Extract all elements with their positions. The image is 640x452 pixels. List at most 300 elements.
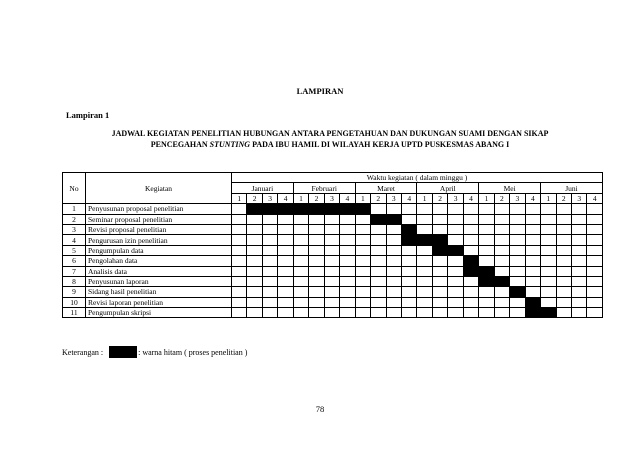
- row-number: 2: [63, 214, 86, 224]
- week-header: 1: [232, 193, 247, 203]
- week-cell-active: [479, 276, 494, 286]
- week-cell: [510, 245, 525, 255]
- week-cell: [324, 245, 339, 255]
- week-cell: [448, 308, 463, 318]
- week-cell: [262, 224, 277, 234]
- week-cell: [293, 214, 308, 224]
- week-cell: [278, 276, 293, 286]
- week-cell: [479, 204, 494, 214]
- schedule-heading: [60, 128, 600, 150]
- week-cell: [340, 297, 355, 307]
- week-cell: [556, 224, 571, 234]
- week-cell: [432, 276, 447, 286]
- week-cell: [293, 224, 308, 234]
- week-cell: [401, 214, 416, 224]
- week-cell: [587, 308, 603, 318]
- week-cell: [556, 266, 571, 276]
- week-cell: [386, 256, 401, 266]
- week-cell-active: [525, 297, 540, 307]
- week-cell: [587, 204, 603, 214]
- week-cell: [401, 276, 416, 286]
- header-row-time: [63, 173, 603, 183]
- week-cell: [463, 235, 478, 245]
- week-cell: [324, 266, 339, 276]
- week-cell: [386, 204, 401, 214]
- week-header: 1: [293, 193, 308, 203]
- week-cell: [386, 276, 401, 286]
- week-cell: [541, 224, 556, 234]
- week-cell: [556, 287, 571, 297]
- legend-swatch: [109, 346, 137, 358]
- row-activity: Pengolahan data: [86, 256, 232, 266]
- week-cell: [432, 308, 447, 318]
- week-cell: [401, 308, 416, 318]
- week-cell: [386, 224, 401, 234]
- week-cell: [463, 204, 478, 214]
- week-cell-active: [371, 214, 386, 224]
- week-cell: [262, 266, 277, 276]
- week-header: 1: [355, 193, 370, 203]
- week-cell: [525, 245, 540, 255]
- week-header: 4: [525, 193, 540, 203]
- week-cell: [278, 287, 293, 297]
- row-number: 10: [63, 297, 86, 307]
- week-header: 2: [309, 193, 324, 203]
- week-cell: [525, 235, 540, 245]
- week-cell: [587, 214, 603, 224]
- week-header: 2: [494, 193, 509, 203]
- week-cell: [587, 235, 603, 245]
- week-cell: [278, 308, 293, 318]
- table-row: [63, 266, 603, 276]
- week-cell: [278, 214, 293, 224]
- row-activity: Pengurusan izin penelitian: [86, 235, 232, 245]
- week-cell: [232, 245, 247, 255]
- week-cell: [510, 214, 525, 224]
- week-cell: [401, 297, 416, 307]
- week-cell: [232, 287, 247, 297]
- week-header: 2: [371, 193, 386, 203]
- month-header: Maret: [355, 183, 417, 193]
- table-row: [63, 276, 603, 286]
- week-cell-active: [448, 245, 463, 255]
- week-cell-active: [340, 204, 355, 214]
- week-cell: [432, 287, 447, 297]
- week-cell: [494, 245, 509, 255]
- header-activity: Kegiatan: [86, 173, 232, 204]
- week-cell: [556, 308, 571, 318]
- row-activity: Sidang hasil penelitian: [86, 287, 232, 297]
- week-cell-active: [479, 266, 494, 276]
- week-cell-active: [432, 245, 447, 255]
- week-cell: [232, 297, 247, 307]
- week-header: 4: [340, 193, 355, 203]
- month-header: Januari: [232, 183, 294, 193]
- week-header: 3: [510, 193, 525, 203]
- week-cell: [525, 276, 540, 286]
- week-cell: [541, 287, 556, 297]
- week-cell: [278, 266, 293, 276]
- row-number: 6: [63, 256, 86, 266]
- week-cell: [262, 214, 277, 224]
- week-cell: [479, 256, 494, 266]
- week-cell: [510, 297, 525, 307]
- week-cell: [386, 245, 401, 255]
- week-cell: [417, 266, 432, 276]
- week-header: 3: [448, 193, 463, 203]
- appendix-label: Lampiran 1: [66, 110, 110, 120]
- week-cell: [432, 214, 447, 224]
- week-cell: [587, 287, 603, 297]
- week-cell-active: [541, 308, 556, 318]
- month-header: April: [417, 183, 479, 193]
- week-cell: [541, 245, 556, 255]
- week-cell-active: [247, 204, 262, 214]
- week-cell: [355, 266, 370, 276]
- week-cell: [494, 235, 509, 245]
- week-cell: [479, 308, 494, 318]
- row-activity: Pengumpulan data: [86, 245, 232, 255]
- week-cell: [571, 245, 586, 255]
- week-cell: [571, 256, 586, 266]
- week-cell: [417, 287, 432, 297]
- week-cell: [262, 256, 277, 266]
- week-cell: [541, 204, 556, 214]
- week-cell: [525, 256, 540, 266]
- week-cell: [247, 287, 262, 297]
- week-cell-active: [278, 204, 293, 214]
- row-number: 4: [63, 235, 86, 245]
- heading-line-1: JADWAL KEGIATAN PENELITIAN HUBUNGAN ANTARA PENGETAHUAN DAN DUKUNGAN SUAMI DENGAN SIKAP: [111, 129, 549, 138]
- week-cell: [309, 224, 324, 234]
- week-cell: [371, 204, 386, 214]
- week-cell: [541, 266, 556, 276]
- week-cell-active: [525, 308, 540, 318]
- week-cell: [262, 235, 277, 245]
- week-cell: [448, 235, 463, 245]
- row-number: 1: [63, 204, 86, 214]
- row-activity: Penyusunan laporan: [86, 276, 232, 286]
- week-cell: [463, 224, 478, 234]
- week-cell: [479, 245, 494, 255]
- week-cell: [371, 287, 386, 297]
- table-row: [63, 214, 603, 224]
- heading-line-2-italic: STUNTING: [209, 140, 251, 149]
- week-cell: [355, 214, 370, 224]
- row-number: 8: [63, 276, 86, 286]
- week-cell: [262, 308, 277, 318]
- week-header: 3: [324, 193, 339, 203]
- week-header: 3: [386, 193, 401, 203]
- table-row: [63, 287, 603, 297]
- heading-line-2-suffix: PADA IBU HAMIL DI WILAYAH KERJA UPTD PUSKESMAS ABANG I: [250, 140, 510, 149]
- week-header: 4: [278, 193, 293, 203]
- week-cell: [293, 235, 308, 245]
- week-cell: [340, 224, 355, 234]
- week-cell: [355, 308, 370, 318]
- week-cell: [309, 297, 324, 307]
- week-cell: [556, 276, 571, 286]
- row-activity: Revisi proposal penelitian: [86, 224, 232, 234]
- week-cell: [293, 287, 308, 297]
- week-cell: [448, 297, 463, 307]
- week-cell: [247, 224, 262, 234]
- heading-line-2-prefix: PENCEGAHAN: [150, 140, 210, 149]
- week-cell: [355, 287, 370, 297]
- page-title: LAMPIRAN: [296, 86, 344, 96]
- week-cell: [278, 256, 293, 266]
- week-cell: [324, 214, 339, 224]
- week-cell: [571, 276, 586, 286]
- week-cell-active: [510, 287, 525, 297]
- week-cell: [371, 308, 386, 318]
- week-cell: [293, 266, 308, 276]
- week-cell: [463, 287, 478, 297]
- week-cell: [510, 266, 525, 276]
- week-header: 3: [262, 193, 277, 203]
- week-cell: [309, 266, 324, 276]
- week-cell: [556, 235, 571, 245]
- week-cell: [309, 214, 324, 224]
- week-cell: [448, 276, 463, 286]
- week-cell: [448, 204, 463, 214]
- week-cell: [278, 245, 293, 255]
- week-cell: [587, 297, 603, 307]
- week-cell: [479, 224, 494, 234]
- week-cell: [448, 214, 463, 224]
- month-header: Juni: [541, 183, 603, 193]
- week-cell: [417, 276, 432, 286]
- week-cell: [232, 224, 247, 234]
- week-cell: [309, 276, 324, 286]
- week-cell: [587, 224, 603, 234]
- row-activity: Penyusunan proposal penelitian: [86, 204, 232, 214]
- legend-text: : warna hitam ( proses penelitian ): [138, 347, 248, 357]
- week-cell: [587, 245, 603, 255]
- week-cell: [432, 224, 447, 234]
- week-cell: [247, 308, 262, 318]
- week-cell: [494, 204, 509, 214]
- week-cell-active: [262, 204, 277, 214]
- week-cell: [432, 256, 447, 266]
- week-cell: [463, 245, 478, 255]
- page-number: 78: [315, 404, 325, 414]
- week-cell: [247, 214, 262, 224]
- week-cell: [541, 214, 556, 224]
- week-header: 1: [541, 193, 556, 203]
- row-number: 3: [63, 224, 86, 234]
- week-header: 2: [556, 193, 571, 203]
- week-cell: [401, 256, 416, 266]
- week-cell: [324, 256, 339, 266]
- week-cell: [494, 256, 509, 266]
- week-cell: [355, 276, 370, 286]
- row-number: 7: [63, 266, 86, 276]
- week-cell: [278, 224, 293, 234]
- week-cell: [556, 204, 571, 214]
- week-cell: [309, 287, 324, 297]
- week-cell: [494, 266, 509, 276]
- week-cell: [324, 276, 339, 286]
- week-cell: [401, 266, 416, 276]
- week-cell: [571, 235, 586, 245]
- row-number: 5: [63, 245, 86, 255]
- row-activity: Pengumpulan skripsi: [86, 308, 232, 318]
- week-cell: [262, 245, 277, 255]
- table-row: [63, 308, 603, 318]
- week-cell: [494, 297, 509, 307]
- week-cell: [262, 287, 277, 297]
- table-row: [63, 235, 603, 245]
- week-cell: [371, 256, 386, 266]
- week-cell: [293, 297, 308, 307]
- table-row: [63, 224, 603, 234]
- week-cell: [494, 308, 509, 318]
- week-cell: [571, 308, 586, 318]
- week-cell: [525, 266, 540, 276]
- schedule-table-head: [63, 173, 603, 204]
- week-cell: [541, 256, 556, 266]
- week-cell: [309, 245, 324, 255]
- week-cell: [386, 287, 401, 297]
- week-cell: [340, 276, 355, 286]
- row-number: 11: [63, 308, 86, 318]
- week-cell: [262, 276, 277, 286]
- week-cell-active: [417, 235, 432, 245]
- week-cell: [417, 204, 432, 214]
- week-cell: [371, 224, 386, 234]
- table-row: [63, 245, 603, 255]
- week-cell-active: [494, 276, 509, 286]
- week-cell: [417, 308, 432, 318]
- heading-line-2: [60, 139, 600, 150]
- week-cell: [355, 256, 370, 266]
- table-row: [63, 256, 603, 266]
- week-cell: [371, 297, 386, 307]
- week-cell: [571, 224, 586, 234]
- week-cell: [232, 266, 247, 276]
- week-header: 4: [463, 193, 478, 203]
- week-header: 2: [432, 193, 447, 203]
- week-cell: [510, 235, 525, 245]
- week-cell: [463, 308, 478, 318]
- week-cell: [340, 235, 355, 245]
- week-cell-active: [324, 204, 339, 214]
- week-cell: [340, 214, 355, 224]
- week-cell-active: [463, 256, 478, 266]
- week-cell: [247, 256, 262, 266]
- week-cell: [448, 256, 463, 266]
- week-cell: [448, 287, 463, 297]
- week-header: 2: [247, 193, 262, 203]
- schedule-table-body: [63, 204, 603, 318]
- week-cell: [571, 287, 586, 297]
- week-cell: [417, 214, 432, 224]
- week-cell: [309, 308, 324, 318]
- week-cell: [571, 204, 586, 214]
- week-cell: [371, 276, 386, 286]
- header-time: Waktu kegiatan ( dalam minggu ): [232, 173, 603, 183]
- week-cell: [247, 297, 262, 307]
- legend-label: Keterangan :: [62, 347, 104, 357]
- table-row: [63, 204, 603, 214]
- week-cell: [479, 235, 494, 245]
- week-cell: [571, 297, 586, 307]
- week-cell-active: [463, 266, 478, 276]
- week-cell: [355, 245, 370, 255]
- week-cell: [432, 266, 447, 276]
- week-cell: [556, 214, 571, 224]
- week-cell: [525, 287, 540, 297]
- week-cell: [587, 266, 603, 276]
- row-activity: Seminar proposal penelitian: [86, 214, 232, 224]
- week-cell: [247, 276, 262, 286]
- week-cell: [247, 266, 262, 276]
- week-cell: [293, 276, 308, 286]
- week-cell: [293, 256, 308, 266]
- week-cell: [448, 266, 463, 276]
- legend: [62, 346, 247, 358]
- week-cell: [309, 256, 324, 266]
- week-cell: [479, 214, 494, 224]
- week-cell: [541, 297, 556, 307]
- week-cell: [417, 245, 432, 255]
- week-cell-active: [432, 235, 447, 245]
- week-cell: [386, 308, 401, 318]
- week-cell: [324, 224, 339, 234]
- week-cell: [479, 297, 494, 307]
- week-cell-active: [401, 235, 416, 245]
- week-header: 4: [401, 193, 416, 203]
- week-cell: [571, 214, 586, 224]
- week-cell: [541, 235, 556, 245]
- week-cell: [479, 287, 494, 297]
- week-cell: [432, 204, 447, 214]
- week-cell-active: [355, 204, 370, 214]
- week-cell: [324, 235, 339, 245]
- week-cell: [247, 245, 262, 255]
- week-cell: [386, 266, 401, 276]
- week-cell: [355, 235, 370, 245]
- week-cell: [494, 224, 509, 234]
- week-cell-active: [293, 204, 308, 214]
- week-cell: [463, 297, 478, 307]
- week-cell: [556, 297, 571, 307]
- week-cell: [232, 276, 247, 286]
- week-cell: [417, 256, 432, 266]
- week-cell: [417, 224, 432, 234]
- week-cell: [432, 297, 447, 307]
- week-cell: [401, 287, 416, 297]
- week-cell: [448, 224, 463, 234]
- week-cell: [510, 204, 525, 214]
- week-cell: [232, 204, 247, 214]
- week-cell: [386, 297, 401, 307]
- week-cell: [278, 235, 293, 245]
- week-cell: [571, 266, 586, 276]
- week-cell: [510, 276, 525, 286]
- week-cell: [247, 235, 262, 245]
- week-cell: [463, 214, 478, 224]
- week-cell: [417, 297, 432, 307]
- header-no: No: [63, 173, 86, 204]
- week-cell: [494, 287, 509, 297]
- week-cell: [587, 276, 603, 286]
- week-cell: [494, 214, 509, 224]
- week-cell: [232, 235, 247, 245]
- week-cell: [556, 256, 571, 266]
- week-cell: [232, 256, 247, 266]
